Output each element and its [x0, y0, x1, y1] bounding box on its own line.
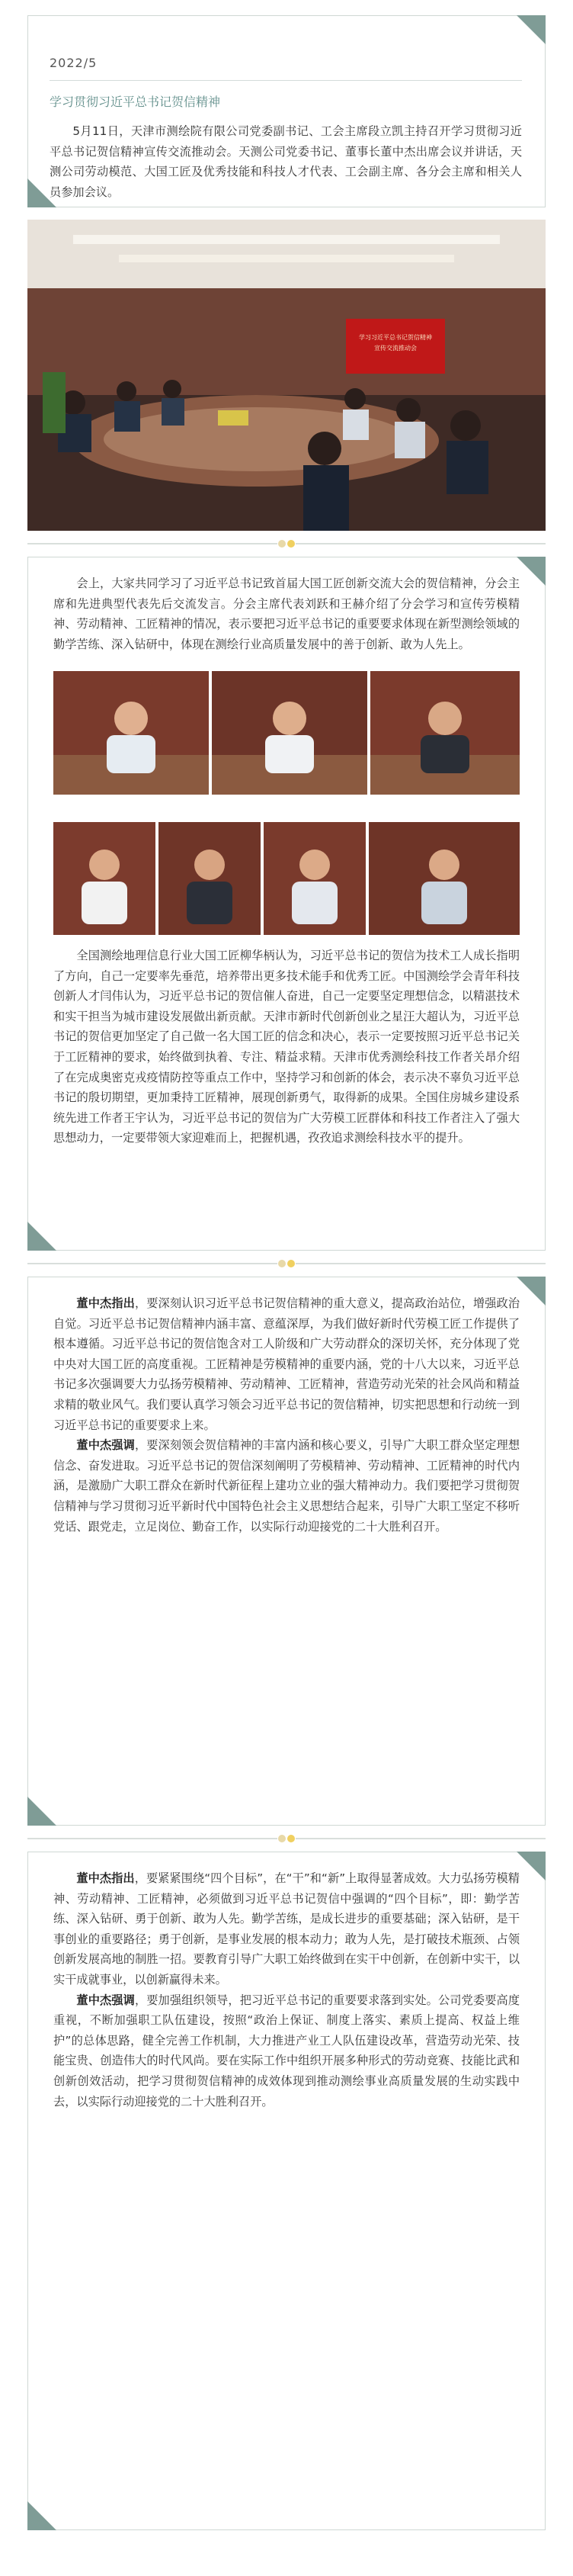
article-subtitle: 学习贯彻习近平总书记贺信精神 [50, 95, 221, 109]
divider-line [50, 80, 522, 81]
speaker-lead: 董中杰指出 [76, 1296, 135, 1310]
section-4-text [53, 1868, 520, 2112]
corner-decoration [517, 1277, 546, 1306]
section-4-paragraph-2 [53, 1990, 520, 2112]
meeting-room-photo [27, 220, 546, 531]
speaker-photo [212, 671, 367, 795]
person-icon [53, 822, 155, 935]
person-icon [158, 822, 261, 935]
meeting-photo [27, 220, 546, 531]
speaker-photo [53, 822, 155, 935]
speaker-lead: 董中杰强调 [76, 1438, 135, 1453]
speaker-lead: 董中杰强调 [76, 1993, 135, 2007]
section-3-text [53, 1293, 520, 1537]
article-date: 2022/5 [50, 56, 98, 70]
corner-decoration [517, 15, 546, 44]
ornament-icon [277, 1258, 296, 1269]
ornament-icon [277, 1833, 296, 1844]
corner-decoration [517, 1852, 546, 1881]
person-icon [370, 671, 520, 795]
corner-decoration [27, 1797, 56, 1826]
paragraph-body: ，要加强组织领导，把习近平总书记的重要要求落到实处。公司党委要高度重视，不断加强职工队伍建设，按照“政治上保证、制度上落实、素质上提高、权益上维护”的总体思路，健全完善工作机制，大力推进产业工人队伍建设改革，营造劳动光荣、技能宝贵、创造伟大的时代风尚。要在实际工作中组织开展多种形式的劳动竞赛、技能比武和创新创效活动，把学习贯彻贺信精神的成效体现到推动测绘事业高质量发展的生动实践中去，以实际行动迎接党的二十大胜利召开。 [53, 1993, 520, 2109]
section-2-paragraph-1: 会上，大家共同学习了习近平总书记致首届大国工匠创新交流大会的贺信精神，分会主席和先进典型代表先后交流发言。分会主席代表刘跃和王赫介绍了分会学习和宣传劳模精神、劳动精神、工匠精神的情况，表示要把习近平总书记的重要要求体现在新型测绘领域的勤学苦练、深入钻研中，体现在测绘行业高质量发展中的善于创新、敢为人先上。 [53, 577, 520, 651]
section-divider [27, 1833, 546, 1844]
corner-decoration [27, 1222, 56, 1251]
speaker-photo [370, 671, 520, 795]
person-icon [53, 671, 209, 795]
section-divider [27, 538, 546, 549]
speaker-photo [53, 671, 209, 795]
person-icon [264, 822, 366, 935]
corner-decoration [517, 557, 546, 586]
intro-paragraph: 5月11日，天津市测绘院有限公司党委副书记、工会主席段立凯主持召开学习贯彻习近平总书记贺信精神宣传交流推动会。天测公司党委书记、董事长董中杰出席会议并讲话，天测公司劳动模范、大国工匠及优秀技能和科技人才代表、工会副主席、各分会主席和相关人员参加会议。 [50, 124, 522, 199]
section-2-paragraph-2: 全国测绘地理信息行业大国工匠柳华柄认为，习近平总书记的贺信为技术工人成长指明了方向，自己一定要率先垂范，培养带出更多技术能手和优秀工匠。中国测绘学会青年科技创新人才闫伟认为，习近平总书记的贺信催人奋进，自己一定要坚定理想信念，以精湛技术和实干担当为城市建设发展做出新贡献。天津市新时代创新创业之星汪大超认为，习近平总书记的贺信更加坚定了自己做一名大国工匠的信念和决心，表示一定要按照习近平总书记关于工匠精神的要求，始终做到执着、专注、精益求精。天津市优秀测绘科技工作者关昂介绍了在完成奥密克戎疫情防控等重点工作中，坚持学习和创新的体会，表示决不辜负习近平总书记的殷切期望，更加秉持工匠精神，展现创新勇气，取得新的成果。全国住房城乡建设系统先进工作者王宇认为，习近平总书记的贺信为广大劳模工匠群体和科技工作者注入了强大思想动力，一定要带领大家迎难而上，把握机遇，孜孜追求测绘科技水平的提升。 [53, 949, 520, 1145]
section-3-paragraph-2 [53, 1435, 520, 1537]
banner-text [354, 332, 437, 354]
speaker-lead: 董中杰指出 [76, 1871, 135, 1885]
person-icon [212, 671, 367, 795]
speaker-photo [369, 822, 520, 935]
section-3-paragraph-1 [53, 1293, 520, 1435]
intro-card [27, 15, 546, 207]
person-icon [369, 822, 520, 935]
banner-line: 宣传交流推动会 [374, 345, 417, 352]
ornament-icon [277, 538, 296, 549]
paragraph-body: ，要深刻认识习近平总书记贺信精神的重大意义，提高政治站位，增强政治自觉。习近平总书记贺信精神内涵丰富、意蕴深厚，为我们做好新时代劳模工匠工作提供了根本遵循。习近平总书记的贺信饱含对工人阶级和广大劳动群众的深切关怀，充分体现了党中央对大国工匠的高度重视。工匠精神是劳模精神的重要内涵，党的十八大以来，习近平总书记多次强调要大力弘扬劳模精神、劳动精神、工匠精神，营造劳动光荣的社会风尚和精益求精的敬业风气。我们要认真学习领会习近平总书记的贺信精神，切实把思想和行动统一到习近平总书记的重要要求上来。 [53, 1296, 520, 1432]
section-4-paragraph-1 [53, 1868, 520, 1990]
section-divider [27, 1258, 546, 1269]
speaker-photo [264, 822, 366, 935]
paragraph-body: ，要紧紧围绕“四个目标”，在“干”和“新”上取得显著成效。大力弘扬劳模精神、劳动精神、工匠精神，必须做到习近平总书记贺信中强调的“四个目标”，即：勤学苦练、深入钻研、勇于创新、敢为人先。勤学苦练，是成长进步的重要基础；深入钻研，是干事创业的重要路径；勇于创新，是事业发展的根本动力；敢为人先，是打破技术瓶颈、占领创新发展高地的制胜一招。要教育引导广大职工始终做到在实干中创新，在创新中实干，以实干成就事业，以创新赢得未来。 [53, 1871, 520, 1987]
banner-line: 学习习近平总书记贺信精神 [359, 334, 432, 341]
corner-decoration [27, 2501, 56, 2530]
paragraph-body: ，要深刻领会贺信精神的丰富内涵和核心要义，引导广大职工群众坚定理想信念、奋发进取。习近平总书记的贺信深刻阐明了劳模精神、劳动精神、工匠精神的时代内涵，是激励广大职工群众在新时代新征程上建功立业的强大精神动力。我们要把学习贯彻贺信精神与学习贯彻习近平新时代中国特色社会主义思想结合起来，引导广大职工坚定不移听党话、跟党走，立足岗位、勤奋工作，以实际行动迎接党的二十大胜利召开。 [53, 1438, 520, 1534]
speaker-photo [158, 822, 261, 935]
